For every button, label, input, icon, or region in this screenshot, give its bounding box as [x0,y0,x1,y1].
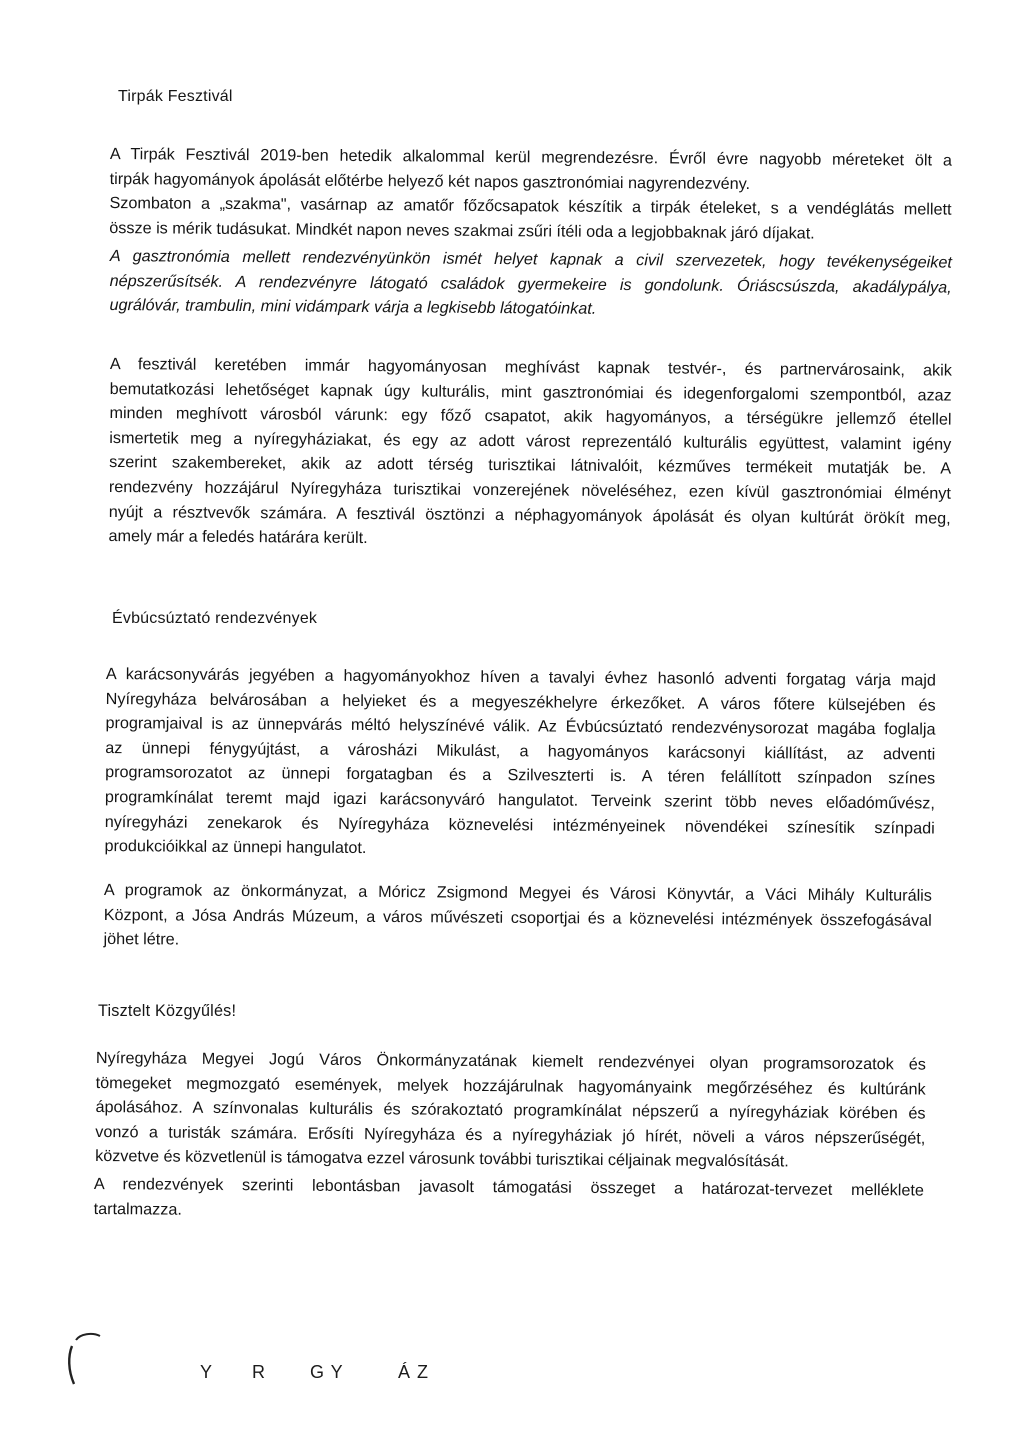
text-line: az ünnepi fénygyújtást, a városházi Mikulást, a hagyományos karácsonyi kiállítást, az adventi [105,738,936,764]
text-line: programjaival is az ünnepvárás méltó helyszínévé válik. Az Évbúcsúztató rendezvénysorozat magába foglalja [105,714,936,739]
text-line: rendezvény hozzájárul Nyíregyháza turisztikai vonzerejének növeléséhez, ezen kívül gasztronómiai élményt [108,477,951,503]
text-line: A karácsonyvárás jegyében a hagyományokhoz híven a tavalyi évhez hasonló adventi forgatag várja majd [105,664,936,690]
footer-letter: Y [200,1362,214,1382]
evbucsuztato-paragraph [104,662,936,865]
support-paragraph [94,1172,924,1228]
text-line: minden meghívott városból várunk: egy főző csapatot, akik hagyományos, a térségükre jellemző étellel [109,404,952,429]
text-line: népszerűsítsék. A rendezvényre látogató családok gyermekeire is gondolunk. Óriáscsúszda, akadálypálya, [109,271,952,297]
text-line: A fesztivál keretében immár hagyományosan meghívást kapnak testvér-, és partnervárosaink, akik [109,354,952,380]
footer-letter: R [252,1362,266,1382]
text-line: produkcióikkal az ünnepi hangulatot. [104,837,367,858]
text-line: vonzó a turisták számára. Erősíti Nyíregyháza és a nyíregyháziak jó hírét, növeli a város népszerűségét, [95,1122,926,1148]
programs-paragraph [103,878,931,958]
text-line: ugrálóvár, trambulin, mini vidámpark várja a legkisebb látogatóinkat. [109,296,597,319]
text-line: tartalmazza. [93,1199,182,1219]
text-line: nyíregyházi zenekarok és Nyíregyháza köznevelési intézményeinek növendékei színesítik színpadi [104,812,935,838]
text-line: jöhet létre. [103,930,180,949]
text-line: össze is mérik tudásukat. Mindkét napon neves szakmai zsűri ítéli oda a legjobbaknak járó díjakat. [109,218,815,243]
intro-paragraph [109,142,952,247]
text-line: tirpák hagyományok ápolását előtérbe helyező két napos gasztronómiai nagyrendezvény. [109,169,751,193]
text-line: szerint szakembereket, akik az adott térség turisztikai látnivalóit, kézműves termékeit mutatják be. A [109,453,952,478]
festival-paragraph [108,352,952,555]
text-line: ismertetik meg a nyíregyháziakat, és egy az adott várost reprezentáló kulturális együttest, valamint igény [109,428,952,454]
text-line: A Tirpák Fesztivál 2019-ben hetedik alkalommal kerül megrendezésre. Évről évre nagyobb méreteket ölt a [109,144,952,170]
footer-letter: Á Z [398,1362,430,1382]
intro-italic-paragraph [109,244,952,324]
closing-paragraph [95,1046,926,1175]
text-line: közvetve és közvetlenül is támogatva ezzel városunk további turisztikai céljainak megvalósítását. [95,1147,789,1171]
salutation: Tisztelt Közgyűlés! [98,1002,237,1020]
text-line: amely már a feledés határára került. [108,527,368,548]
text-line: Szombaton a „szakma", vasárnap az amatőr főzőcsapatok készítik a tirpák ételeket, s a vendéglátás mellett [109,194,952,219]
text-line: Központ, a Jósa András Múzeum, a város művészeti csoportjai és a köznevelési intézmények összefogásával [103,905,932,930]
signature-mark-icon [52,1330,112,1390]
text-line: A gasztronómia mellett rendezvényünkön ismét helyet kapnak a civil szervezetek, hogy tevékenységeiket [109,246,952,272]
page-title: Tirpák Fesztivál [118,88,233,105]
text-line: Nyíregyháza Megyei Jogú Város Önkormányzatának kiemelt rendezvényei olyan programsorozatok és [95,1048,926,1074]
text-line: programkínálat teremt majd igazi karácsonyváró hangulatot. Terveink szerint több neves előadóművész, [104,787,935,813]
text-line: A rendezvények szerinti lebontásban javasolt támogatási összeget a határozat-tervezet melléklete [93,1174,924,1200]
text-line: tömegeket megmozgató események, melyek hozzájárulnak hagyományaink megőrzéséhez és kultúránk [95,1073,926,1099]
footer-letter: G Y [310,1362,344,1382]
text-line: A programok az önkormányzat, a Móricz Zsigmond Megyei és Városi Könyvtár, a Váci Mihály Kulturális [103,880,932,905]
text-line: bemutatkozási lehetőséget kapnak úgy kulturális, mint gasztronómiai és idegenforgalomi szempontból, azaz [109,379,952,405]
text-line: Nyíregyháza belvárosában a helyieket és a megyeszékhelyre érkezőket. A város főtere külsejében és [105,689,936,715]
text-line: nyújt a résztvevők számára. A fesztivál ösztönzi a néphagyományok ápolását és olyan kultúrát örökít meg, [108,502,951,528]
text-line: ápolásához. A színvonalas kulturális és szórakoztató programkínálat népszerű a nyíregyháziak körében és [95,1098,926,1123]
text-line: programsorozatot az ünnepi forgatagban és a Szilveszterti is. A téren felállított színpadon színes [105,763,936,788]
section-title: Évbúcsúztató rendezvények [112,610,318,627]
